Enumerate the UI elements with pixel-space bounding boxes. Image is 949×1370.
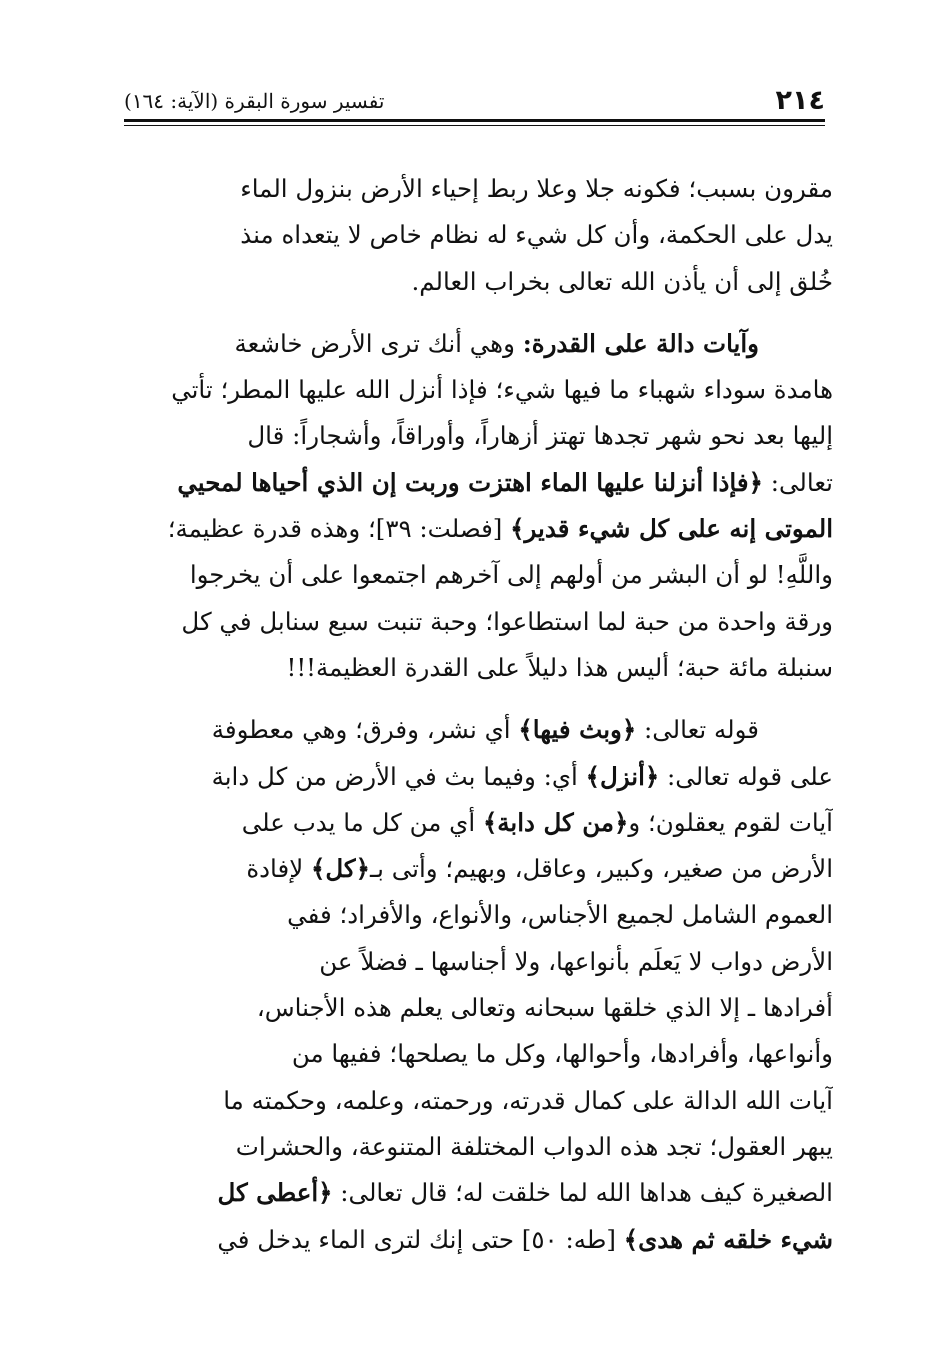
text-line xyxy=(124,800,833,846)
paragraph-gap xyxy=(124,691,833,707)
text-line xyxy=(124,939,833,985)
text-segment: ورقة واحدة من حبة لما استطاعوا؛ وحبة تنبت سبع سنابل في كل xyxy=(181,606,833,636)
text-segment: أي: وفيما بث في الأرض من كل دابة xyxy=(211,761,586,791)
text-segment: تعالى: xyxy=(762,467,833,497)
bold-text-segment: ﴿وبث فيها﴾ xyxy=(518,715,637,745)
bold-text-segment: ﴿كل﴾ xyxy=(311,854,370,884)
header-rule-thin xyxy=(124,125,825,126)
text-line xyxy=(124,413,833,459)
text-segment: أي من كل ما يدب على xyxy=(241,807,483,837)
paragraph-gap xyxy=(124,305,833,321)
page-header xyxy=(124,86,825,116)
text-line xyxy=(124,599,833,645)
text-line xyxy=(124,1217,833,1263)
text-segment: أي نشر، وفرق؛ وهي معطوفة xyxy=(211,715,519,745)
text-line xyxy=(124,707,833,753)
text-segment: على قوله تعالى: xyxy=(659,761,833,791)
text-line xyxy=(124,1078,833,1124)
bold-text-segment: ﴿أنزل﴾ xyxy=(585,761,660,791)
text-segment: يدل على الحكمة، وأن كل شيء له نظام خاص لا يتعداه منذ xyxy=(240,220,833,250)
text-line xyxy=(124,892,833,938)
text-segment: آيات لقوم يعقلون؛ و xyxy=(628,807,833,837)
text-segment: آيات الله الدالة على كمال قدرته، ورحمته، وعلمه، وحكمته ما xyxy=(223,1085,833,1115)
text-line xyxy=(124,1031,833,1077)
text-line xyxy=(124,259,833,305)
text-segment: العموم الشامل لجميع الأجناس، والأنواع، والأفراد؛ ففي xyxy=(287,900,833,930)
text-line xyxy=(124,754,833,800)
bold-text-segment: الموتى إنه على كل شيء قدير﴾ xyxy=(510,514,833,544)
text-line xyxy=(124,552,833,598)
text-segment: قوله تعالى: xyxy=(636,715,759,745)
text-segment: خُلق إلى أن يأذن الله تعالى بخراب العالم. xyxy=(411,266,833,296)
bold-text-segment: ﴿أعطى كل xyxy=(217,1178,333,1208)
paragraph xyxy=(124,707,833,1263)
bold-text-segment: ﴿من كل دابة﴾ xyxy=(482,807,629,837)
text-segment: وأنواعها، وأفرادها، وأحوالها، وكل ما يصلحها؛ ففيها من xyxy=(291,1039,833,1069)
body-text xyxy=(124,166,833,1263)
text-segment: واللَّهِ! لو أن البشر من أولهم إلى آخرهم اجتمعوا على أن يخرجوا xyxy=(189,560,833,590)
bold-text-segment: شيء خلقه ثم هدى﴾ xyxy=(623,1224,833,1254)
text-line xyxy=(124,645,833,691)
text-segment: مقرون بسبب؛ فكونه جلا وعلا ربط إحياء الأرض بنزول الماء xyxy=(240,174,833,203)
text-line xyxy=(124,846,833,892)
text-line xyxy=(124,166,833,212)
text-line xyxy=(124,321,833,367)
text-segment: يبهر العقول؛ تجد هذه الدواب المختلفة المتنوعة، والحشرات xyxy=(235,1131,833,1161)
text-line xyxy=(124,1124,833,1170)
text-segment: الأرض دواب لا يَعلَم بأنواعها، ولا أجناسها ـ فضلاً عن xyxy=(319,946,833,976)
text-line xyxy=(124,367,833,413)
text-segment: الصغيرة كيف هداها الله لما خلقت له؛ قال تعالى: xyxy=(332,1178,833,1208)
text-segment: [طه: ٥٠] حتى إنك لترى الماء يدخل في xyxy=(217,1224,624,1254)
text-segment: لإفادة xyxy=(246,854,311,884)
text-segment: وهي أنك ترى الأرض خاشعة xyxy=(234,328,523,358)
page-number: ٢١٤ xyxy=(775,85,825,116)
bold-text-segment: وآيات دالة على القدرة: xyxy=(522,328,759,358)
text-segment: هامدة سوداء شهباء ما فيها شيء؛ فإذا أنزل الله عليها المطر؛ تأتي xyxy=(171,375,833,405)
text-segment: [فصلت: ٣٩]؛ وهذه قدرة عظيمة؛ xyxy=(167,514,511,544)
text-segment: سنبلة مائة حبة؛ أليس هذا دليلاً على القدرة العظيمة!!! xyxy=(286,652,833,682)
text-segment: الأرض من صغير، وكبير، وعاقل، وبهيم؛ وأتى بـ xyxy=(369,854,833,884)
running-title: تفسير سورة البقرة (الآية: ١٦٤) xyxy=(124,89,385,113)
paragraph xyxy=(124,166,833,305)
text-line xyxy=(124,460,833,506)
text-line xyxy=(124,985,833,1031)
text-segment: أفرادها ـ إلا الذي خلقها سبحانه وتعالى يعلم هذه الأجناس، xyxy=(256,993,833,1023)
text-line xyxy=(124,1170,833,1216)
text-segment: إليها بعد نحو شهر تجدها تهتز أزهاراً، وأوراقاً، وأشجاراً: قال xyxy=(247,421,833,451)
header-rule-thick xyxy=(124,119,825,122)
paragraph xyxy=(124,321,833,691)
text-line xyxy=(124,212,833,258)
bold-text-segment: ﴿فإذا أنزلنا عليها الماء اهتزت وربت إن الذي أحياها لمحيي xyxy=(177,467,763,497)
text-line xyxy=(124,506,833,552)
